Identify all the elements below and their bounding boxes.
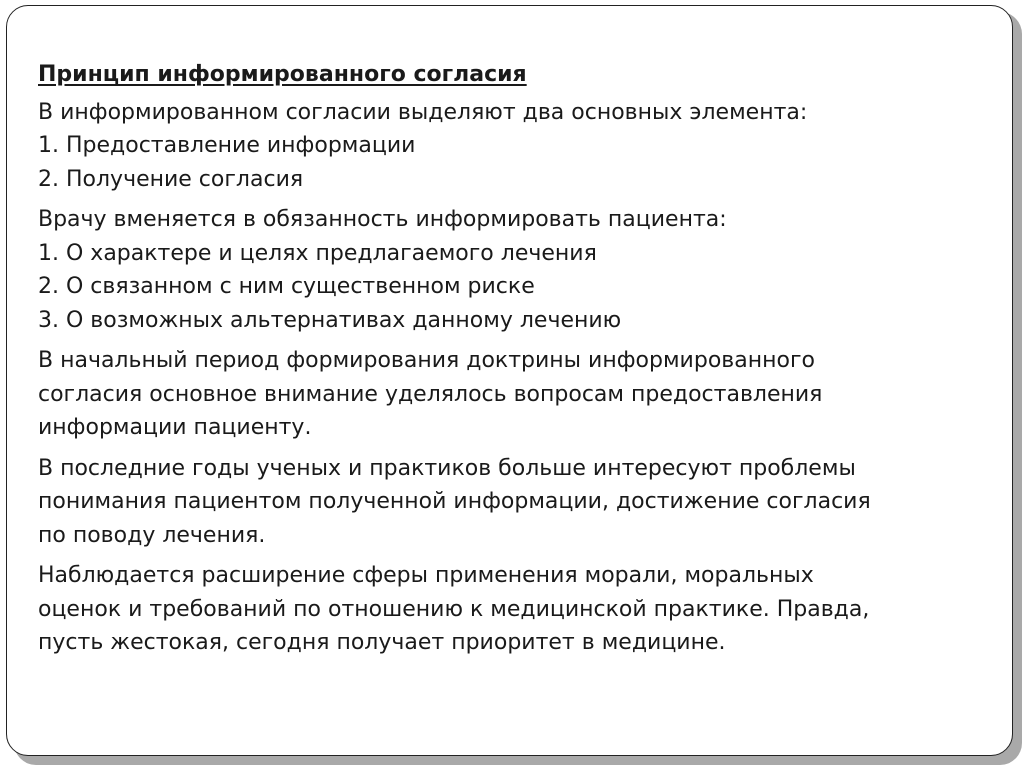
paragraph-recent-years <box>38 452 988 553</box>
slide-title: Принцип информированного согласия <box>38 62 527 87</box>
paragraph-elements <box>38 96 988 197</box>
text-line: Врачу вменяется в обязанность информировать пациента: <box>38 207 727 232</box>
text-line: по поводу лечения. <box>38 522 266 548</box>
text-line: В информированном согласии выделяют два основных элемента: <box>38 99 808 125</box>
paragraph-morality <box>38 559 988 660</box>
text-line: В последние годы ученых и практиков больше интересуют проблемы <box>38 455 856 481</box>
text-line: В начальный период формирования доктрины информированного <box>38 348 815 373</box>
text-line: согласия основное внимание уделялось вопросам предоставления <box>38 381 823 407</box>
text-line: 1. О характере и целях предлагаемого лечения <box>38 240 597 266</box>
text-line: пусть жестокая, сегодня получает приоритет в медицине. <box>38 630 726 655</box>
text-line: 2. Получение согласия <box>38 166 304 192</box>
paragraph-doctor-duty <box>38 203 988 337</box>
text-line: оценок и требований по отношению к медицинской практике. Правда, <box>38 596 870 622</box>
text-line: 3. О возможных альтернативах данному лечению <box>38 307 622 333</box>
text-line: информации пациенту. <box>38 415 312 440</box>
text-line: 1. Предоставление информации <box>38 133 416 158</box>
slide-content <box>38 58 988 667</box>
paragraph-initial-period <box>38 344 988 445</box>
text-line: Наблюдается расширение сферы применения морали, моральных <box>38 563 814 588</box>
text-line: понимания пациентом полученной информации, достижение согласия <box>38 489 871 514</box>
text-line: 2. О связанном с ним существенном риске <box>38 274 535 299</box>
